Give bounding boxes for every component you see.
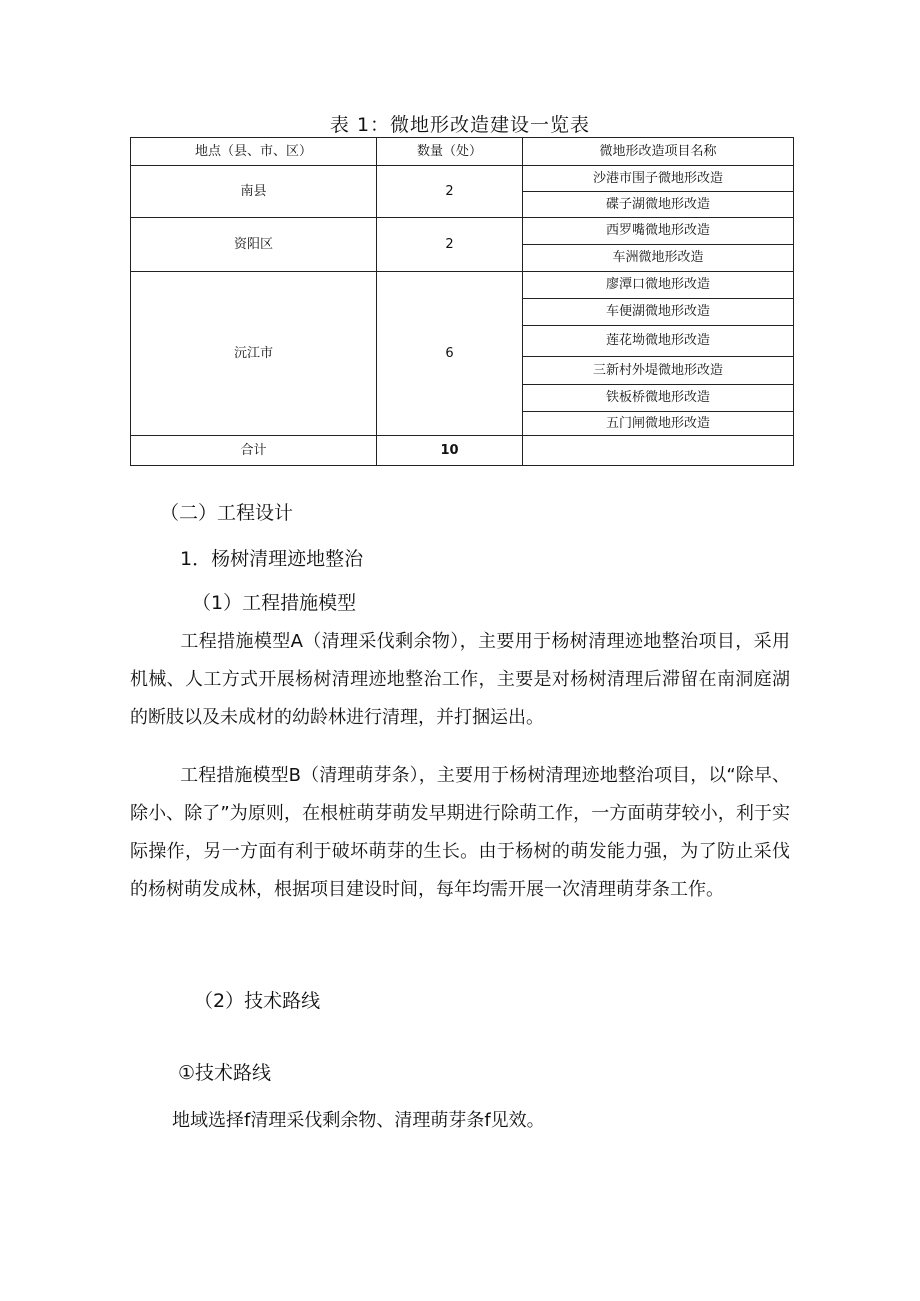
location-cell: 南县 bbox=[131, 166, 377, 218]
project-cell: 廖潭口微地形改造 bbox=[523, 272, 794, 299]
paragraph-model-a-text: 工程措施模型A（清理采伐剩余物），主要用于杨树清理迹地整治项目，采用机械、人工方式开展杨树清理迹地整治工作，主要是对杨树清理后滞留在南洞庭湖的断肢以及未成材的幼龄林进行清理，并打捆运出。 bbox=[130, 631, 790, 728]
project-cell: 莲花坳微地形改造 bbox=[523, 326, 794, 357]
location-cell: 沅江市 bbox=[131, 272, 377, 436]
table-row bbox=[131, 218, 794, 245]
sub-heading-1: 1．杨树清理迹地整治 bbox=[180, 548, 364, 570]
total-empty-cell bbox=[523, 436, 794, 466]
location-cell: 资阳区 bbox=[131, 218, 377, 272]
paragraph-model-a bbox=[130, 623, 790, 737]
total-label: 合计 bbox=[131, 436, 377, 466]
project-cell: 碟子湖微地形改造 bbox=[523, 192, 794, 218]
project-table bbox=[130, 137, 794, 466]
count-cell: 6 bbox=[377, 272, 523, 436]
total-count: 10 bbox=[377, 436, 523, 466]
header-count: 数量（处） bbox=[377, 138, 523, 166]
route-text: 地域选择f清理采伐剩余物、清理萌芽条f见效。 bbox=[172, 1110, 545, 1131]
project-cell: 五门闸微地形改造 bbox=[523, 412, 794, 436]
table-row bbox=[131, 166, 794, 192]
section-heading: （二）工程设计 bbox=[160, 502, 294, 524]
paragraph-model-b-text: 工程措施模型B（清理萌芽条），主要用于杨树清理迹地整治项目，以“除早、除小、除了”为原则，在根桩萌芽萌发早期进行除萌工作，一方面萌芽较小，利于实际操作，另一方面有利于破坏萌芽的生长。由于杨树的萌发能力强，为了防止采伐的杨树萌发成林，根据项目建设时间，每年均需开展一次清理萌芽条工作。 bbox=[130, 765, 790, 900]
paragraph-model-b bbox=[130, 757, 790, 909]
project-cell: 沙港市围子微地形改造 bbox=[523, 166, 794, 192]
count-cell: 2 bbox=[377, 218, 523, 272]
project-cell: 铁板桥微地形改造 bbox=[523, 385, 794, 412]
table-row bbox=[131, 272, 794, 299]
sub-heading-1-1: （1）工程措施模型 bbox=[192, 592, 357, 614]
header-project-name: 微地形改造项目名称 bbox=[523, 138, 794, 166]
sub-heading-circled: ①技术路线 bbox=[178, 1062, 272, 1084]
project-cell: 车洲微地形改造 bbox=[523, 245, 794, 272]
header-location: 地点（县、市、区） bbox=[131, 138, 377, 166]
sub-heading-1-2: （2）技术路线 bbox=[194, 990, 321, 1012]
project-cell: 三新村外堤微地形改造 bbox=[523, 357, 794, 385]
count-cell: 2 bbox=[377, 166, 523, 218]
table-header-row bbox=[131, 138, 794, 166]
table-title: 表 1：微地形改造建设一览表 bbox=[329, 114, 591, 136]
table-total-row bbox=[131, 436, 794, 466]
project-cell: 西罗嘴微地形改造 bbox=[523, 218, 794, 245]
project-cell: 车便湖微地形改造 bbox=[523, 299, 794, 326]
